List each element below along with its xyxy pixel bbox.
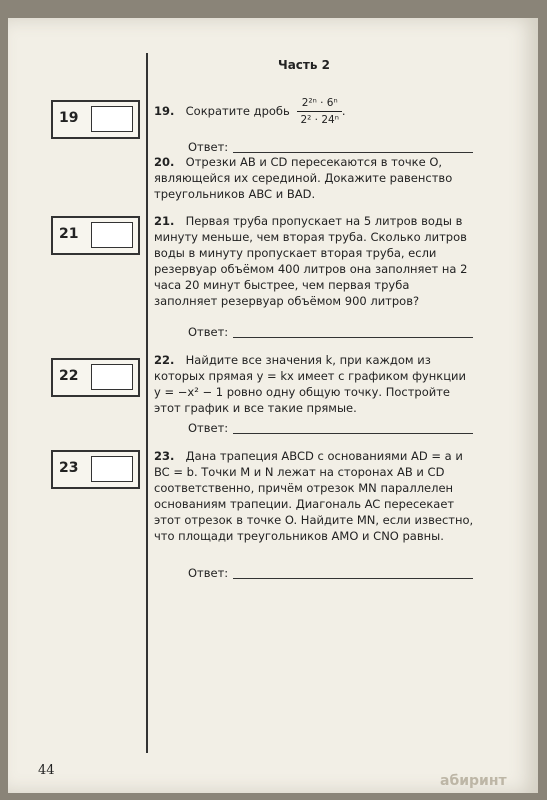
answer-box-23 xyxy=(51,450,140,489)
answer-underline[interactable] xyxy=(233,433,473,434)
task-19: 19. Сократите дробь $\frac{\text{2²ⁿ · 6ⁿ}}{\text{2² · 24ⁿ}}$ . xyxy=(154,97,346,126)
task-text: Найдите все значения k, при каждом из которых прямая y = kx имеет с графиком функции y = −x² − 1 ровно одну общую точку. Постройте этот график и все такие прямые. xyxy=(154,353,466,415)
task-text: Отрезки AB и CD пересекаются в точке O, являющейся их серединой. Докажите равенство треугольников ABC и BAD. xyxy=(154,155,453,201)
answer-field[interactable] xyxy=(91,222,133,248)
answer-label: Ответ: xyxy=(188,140,229,154)
fraction-denominator: 2² · 24ⁿ xyxy=(300,114,339,126)
answer-underline[interactable] xyxy=(233,337,473,338)
answer-line-22 xyxy=(188,421,478,435)
answer-label: Ответ: xyxy=(188,421,229,435)
task-text: Сократите дробь xyxy=(185,104,290,118)
part-title: Часть 2 xyxy=(278,58,330,72)
task-number: 22. xyxy=(154,353,175,367)
watermark: абиринт xyxy=(440,773,507,789)
workbook-page xyxy=(8,18,538,793)
answer-box-number: 23 xyxy=(59,460,79,476)
answer-field[interactable] xyxy=(91,364,133,390)
answer-field[interactable] xyxy=(91,456,133,482)
answer-line-23 xyxy=(188,566,478,580)
fraction-numerator: 2²ⁿ · 6ⁿ xyxy=(297,95,341,112)
answer-line-21 xyxy=(188,325,478,339)
task-number: 20. xyxy=(154,155,175,169)
answer-box-22 xyxy=(51,358,140,397)
answer-underline[interactable] xyxy=(233,152,473,153)
task-number: 19. xyxy=(154,104,175,118)
page-number: 44 xyxy=(38,763,55,778)
task-20 xyxy=(154,154,474,202)
answer-box-number: 19 xyxy=(59,110,79,126)
answer-box-19 xyxy=(51,100,140,139)
answer-box-21 xyxy=(51,216,140,255)
task-text: Первая труба пропускает на 5 литров воды в минуту меньше, чем вторая труба. Сколько литров воды в минуту пропускает вторая труба, если резервуар объёмом 400 литров она заполняет на 2 часа 20 минут быстрее, чем первая труба заполняет резервуар объёмом 900 литров? xyxy=(154,214,468,308)
answer-box-number: 21 xyxy=(59,226,79,242)
answer-field[interactable] xyxy=(91,106,133,132)
task-23 xyxy=(154,448,474,544)
answer-label: Ответ: xyxy=(188,566,229,580)
task-number: 21. xyxy=(154,214,175,228)
answer-box-number: 22 xyxy=(59,368,79,384)
answer-underline[interactable] xyxy=(233,578,473,579)
task-22 xyxy=(154,352,474,416)
task-number: 23. xyxy=(154,449,175,463)
task-21 xyxy=(154,213,474,309)
answer-line-19 xyxy=(188,140,478,154)
fraction xyxy=(297,95,341,128)
task-text: Дана трапеция ABCD с основаниями AD = a и BC = b. Точки M и N лежат на сторонах AB и CD соответственно, причём отрезок MN параллелен основаниям трапеции. Диагональ AC пересекает этот отрезок в точке O. Найдите MN, если известно, что площади треугольников AMO и CNO равны. xyxy=(154,449,474,543)
answer-label: Ответ: xyxy=(188,325,229,339)
margin-divider xyxy=(146,53,148,753)
